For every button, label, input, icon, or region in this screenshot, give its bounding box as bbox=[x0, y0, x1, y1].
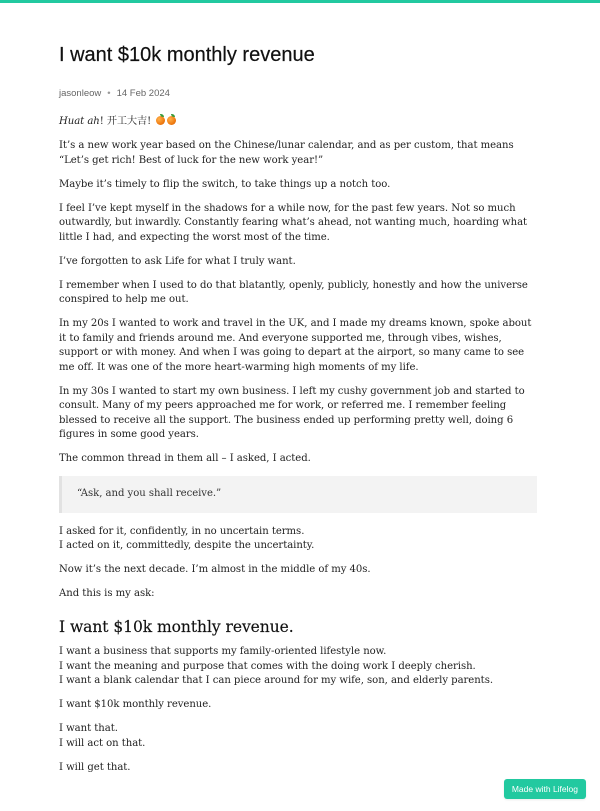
paragraph: Now it’s the next decade. I’m almost in the middle of my 40s. bbox=[59, 564, 371, 575]
asked-lines-paragraph bbox=[59, 525, 537, 554]
blockquote: “Ask, and you shall receive.” bbox=[59, 476, 537, 513]
tangerine-emoji-icon bbox=[156, 116, 165, 125]
line: I want a blank calendar that I can piece around for my wife, son, and elderly parents. bbox=[59, 675, 493, 686]
paragraph: I’ve forgotten to ask Life for what I truly want. bbox=[59, 255, 296, 267]
tangerine-emoji-icon bbox=[167, 116, 176, 125]
line: I want that. bbox=[59, 723, 118, 734]
want-lines-paragraph bbox=[59, 645, 537, 689]
greeting-text: ! 开工大吉! bbox=[99, 116, 155, 127]
paragraph: The common thread in them all – I asked, I acted. bbox=[59, 453, 311, 464]
paragraph: And this is my ask: bbox=[59, 588, 155, 599]
paragraph: I want $10k monthly revenue. bbox=[59, 699, 212, 710]
meta-separator-dot: • bbox=[107, 88, 111, 99]
post-date: 14 Feb 2024 bbox=[116, 88, 170, 99]
paragraph: I feel I’ve kept myself in the shadows for a while now, for the past few years. Not so much outwardly, but inwardly. Constantly fearing what’s ahead, not wanting much, hoarding what little I had, and expecting the worst most of the time. bbox=[59, 202, 528, 243]
paragraph: In my 20s I wanted to work and travel in the UK, and I made my dreams known, spoke about it to family and friends around me. And everyone supported me, through vibes, wishes, support or with money. And when I was going to depart at the airport, so many came to see me off. It was one of the more heart-warming high moments of my life. bbox=[59, 318, 532, 373]
line: I want a business that supports my family-oriented lifestyle now. bbox=[59, 646, 387, 657]
top-accent-bar bbox=[0, 0, 600, 3]
made-with-lifelog-badge[interactable]: Made with Lifelog bbox=[504, 779, 586, 799]
line: I acted on it, committedly, despite the uncertainty. bbox=[59, 540, 315, 551]
paragraph: In my 30s I wanted to start my own business. I left my cushy government job and started to consult. Many of my peers approached me for work, or referred me. I remember feeling blessed to receive all the support. The business ended up performing pretty well, doing 6 figures in some good years. bbox=[59, 385, 525, 440]
paragraph: I remember when I used to do that blatantly, openly, publicly, honestly and how the universe conspired to help me out. bbox=[59, 279, 528, 305]
act-lines-paragraph bbox=[59, 722, 537, 751]
line: I asked for it, confidently, in no uncertain terms. bbox=[59, 525, 305, 537]
greeting-paragraph bbox=[59, 115, 537, 130]
post-meta bbox=[59, 88, 170, 99]
line: I will act on that. bbox=[59, 737, 146, 749]
line: I want the meaning and purpose that comes with the doing work I deeply cherish. bbox=[59, 660, 476, 672]
post-subheading: I want $10k monthly revenue. bbox=[59, 617, 294, 636]
post-title: I want $10k monthly revenue bbox=[59, 44, 315, 66]
author-link[interactable]: jasonleow bbox=[59, 88, 102, 99]
post-body bbox=[59, 115, 537, 785]
paragraph: It’s a new work year based on the Chinese/lunar calendar, and as per custom, that means “Let’s get rich! Best of luck for the new work year!” bbox=[59, 140, 514, 166]
closing-paragraph: I will get that. bbox=[59, 761, 131, 773]
paragraph: Maybe it’s timely to flip the switch, to take things up a notch too. bbox=[59, 178, 391, 190]
greeting-italic: Huat ah bbox=[59, 116, 100, 127]
